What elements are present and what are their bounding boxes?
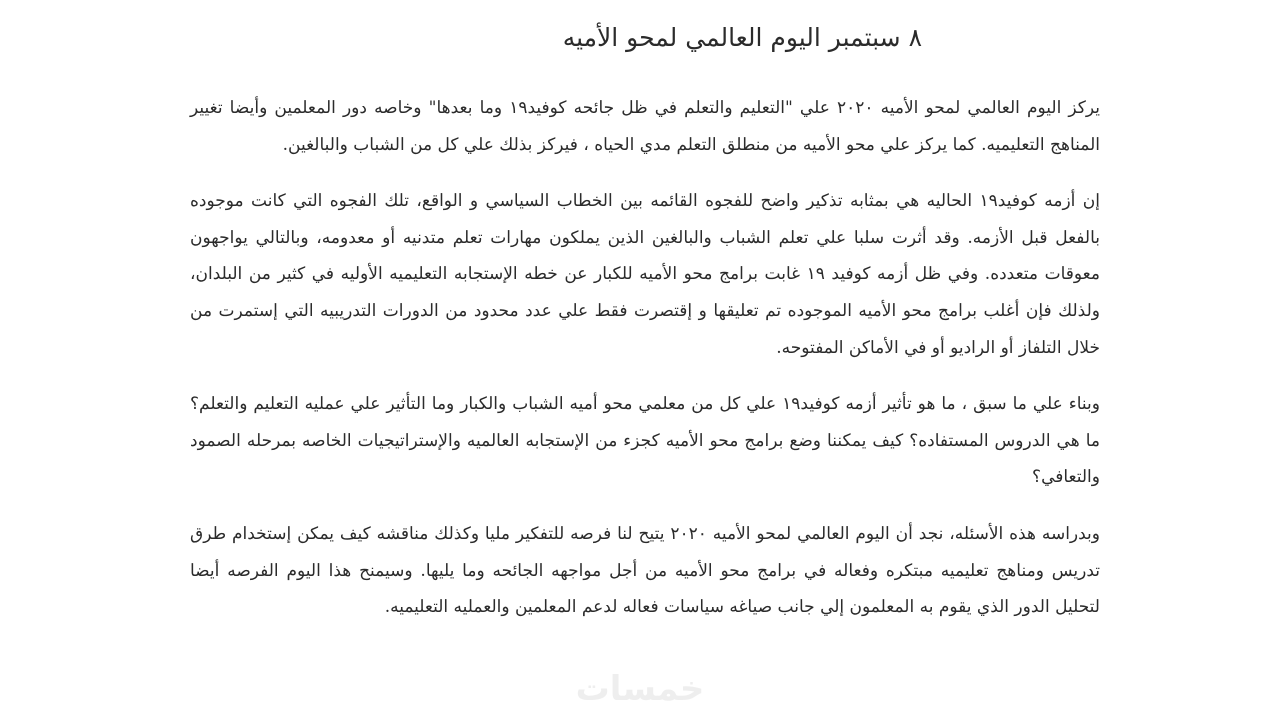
paragraph-2: إن أزمه كوفيد١٩ الحاليه هي بمثابه تذكير واضح للفجوه القائمه بين الخطاب السياسي و الواقع، تلك الفجوه التي كانت موجوده بالفعل قبل الأزمه. وقد أثرت سلبا علي تعلم الشباب والبالغين الذين يملكون مهارات تعلم متدنيه أو معدومه، وبالتالي يواجهون معوقات متعدده. وفي ظل أزمه كوفيد ١٩ غابت برامج محو الأميه للكبار عن خطه الإستجابه التعليميه الأوليه في كثير من البلدان، ولذلك فإن أغلب برامج محو الأميه الموجوده تم تعليقها و إقتصرت فقط علي عدد محدود من الدورات التدريبيه التي إستمرت من خلال التلفاز أو الراديو أو في الأماكن المفتوحه.	[190, 191, 1100, 358]
paragraph-1: يركز اليوم العالمي لمحو الأميه ٢٠٢٠ علي "التعليم والتعلم في ظل جائحه كوفيد١٩ وما بعدها" وخاصه دور المعلمين وأيضا تغيير المناهج التعليميه. كما يركز علي محو الأميه من منطلق التعلم مدي الحياه ، فيركز بذلك علي كل من الشباب والبالغين.	[190, 98, 1101, 155]
khamsat-watermark: خمسات	[575, 669, 705, 709]
paragraph-4: وبدراسه هذه الأسئله، نجد أن اليوم العالمي لمحو الأميه ٢٠٢٠ يتيح لنا فرصه للتفكير مليا وكذلك مناقشه كيف يمكن إستخدام طرق تدريس ومناهج تعليميه مبتكره وفعاله في برامج محو الأميه من أجل مواجهه الجائحه وما يليها. وسيمنح هذا اليوم الفرصه أيضا لتحليل الدور الذي يقوم به المعلمون إلي جانب صياغه سياسات فعاله لدعم المعلمين والعمليه التعليميه.	[190, 523, 1100, 618]
paragraph-3: وبناء علي ما سبق ، ما هو تأثير أزمه كوفيد١٩ علي كل من معلمي محو أميه الشباب والكبار وما التأثير علي عمليه التعليم والتعلم؟ ما هي الدروس المستفاده؟ كيف يمكننا وضع برامج محو الأميه كجزء من الإستجابه العالميه والإستراتيجيات الخاصه بمرحله الصمود والتعافي؟	[190, 394, 1100, 488]
document-title: ٨ سبتمبر اليوم العالمي لمحو الأميه	[562, 23, 922, 52]
document-body	[190, 90, 1100, 646]
